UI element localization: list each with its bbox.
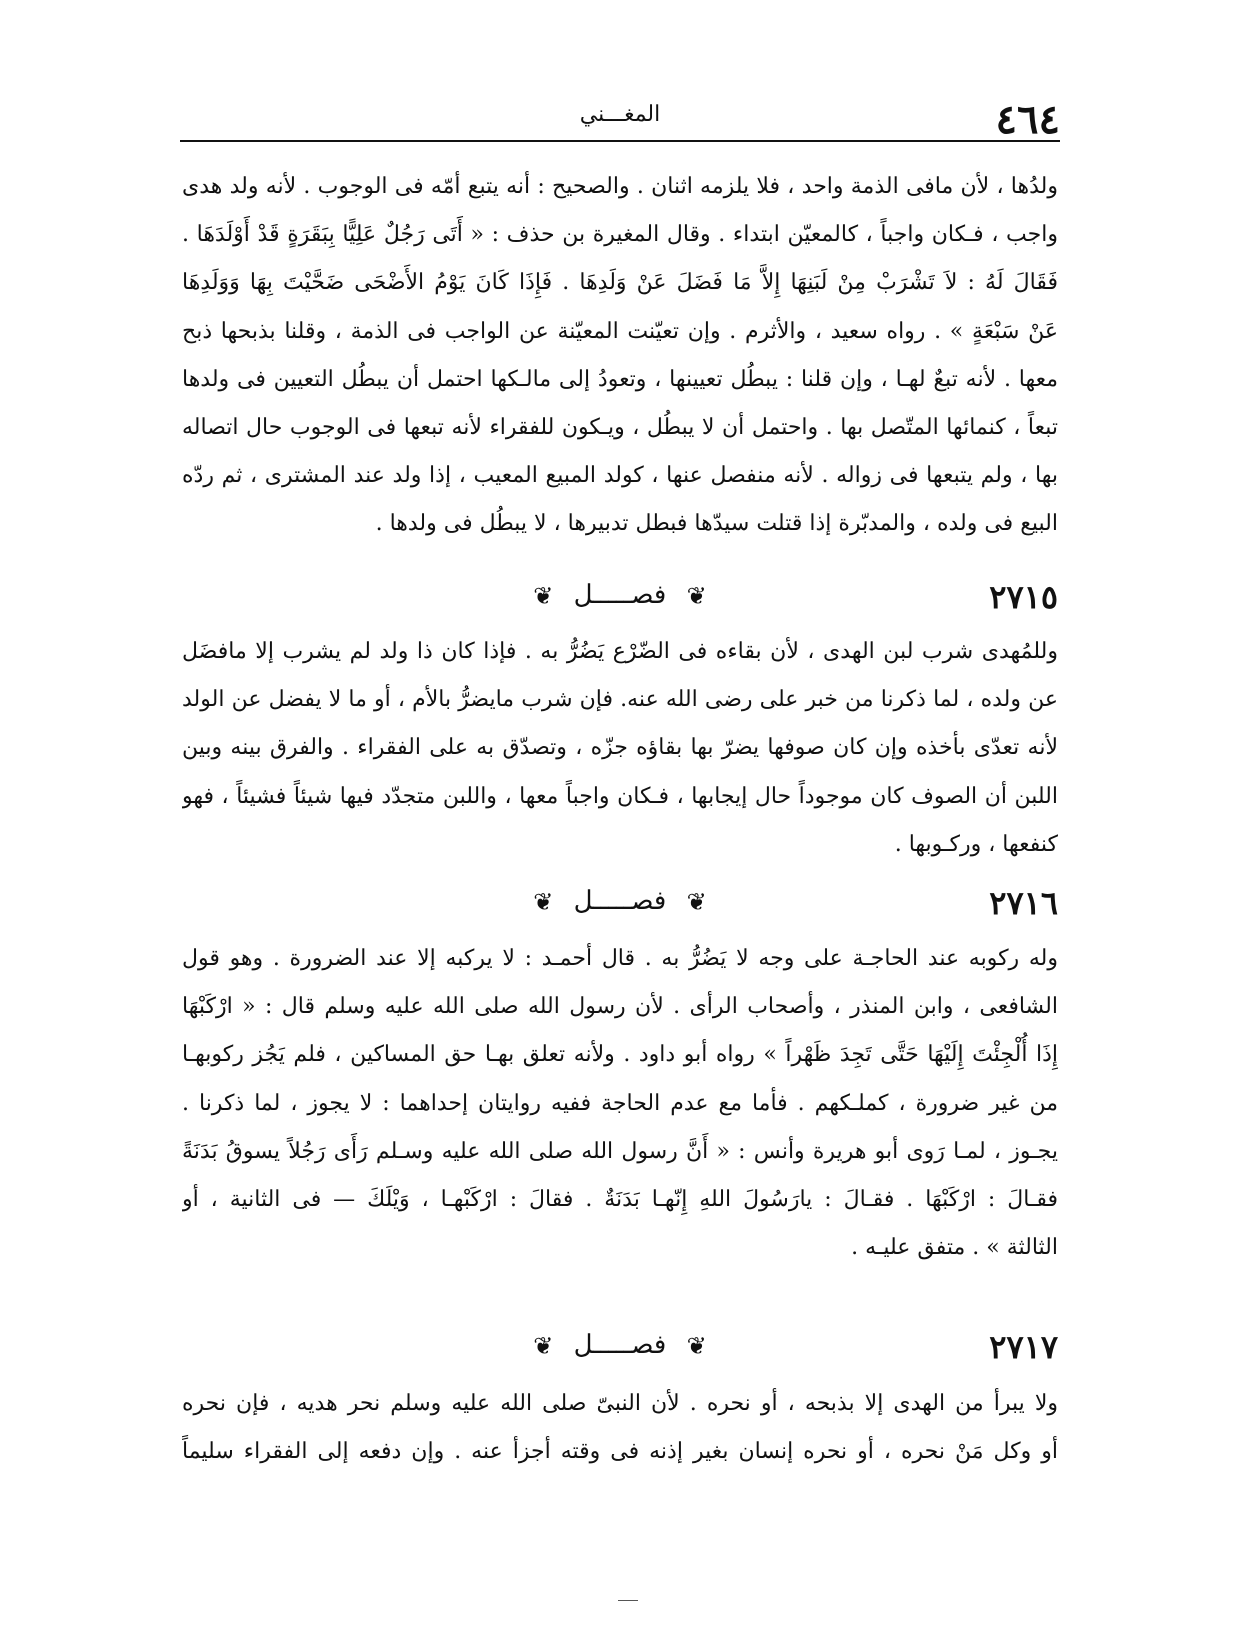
text-line: يجـوز ، لمـا رَوى أبو هريرة وأنس : « أَنَّ رسول الله صلى الله عليه وسـلم رَأَى رَجُلاً يسوقُ بَدَنَةً bbox=[182, 1138, 1058, 1164]
section-title-wrap bbox=[182, 886, 1058, 916]
ornament-icon: ❦ bbox=[686, 582, 707, 610]
ornament-icon: ❦ bbox=[533, 582, 554, 610]
text-line: كنفعها ، وركـوبها . bbox=[894, 831, 1058, 857]
text-line: وله ركوبه عند الحاجـة على وجه لا يَضُرُّ به . قال أحمـد : لا يركبه إلا عند الضرورة . وهو قول bbox=[182, 946, 1058, 971]
text-line: إِذَا أُلْجِئْتَ إِلَيْهَا حَتَّى تَجِدَ ظَهْراً » رواه أبو داود . ولأنه تعلق بهـا حق المساكين ، فلم يَجُز ركوبهـا bbox=[182, 1042, 1058, 1068]
running-title: المغـــني bbox=[579, 102, 661, 127]
section-heading bbox=[182, 1328, 1058, 1368]
ornament-icon: ❦ bbox=[686, 888, 707, 916]
page-bottom-mark bbox=[618, 1600, 638, 1601]
text-line: لأنه تعدّى بأخذه وإن كان صوفها يضرّ بها بقاؤه جزّه ، وتصدّق به على الفقراء . والفرق بينه وبين bbox=[182, 735, 1058, 761]
text-line: اللبن أن الصوف كان موجوداً حال إيجابها ، فـكان واجباً معها ، واللبن متجدّد فيها شيئاً فشيئاً ، فهو bbox=[182, 783, 1058, 809]
text-line: الشافعى ، وابن المنذر ، وأصحاب الرأى . لأن رسول الله صلى الله عليه وسلم قال : « ارْكَبْهَا bbox=[182, 994, 1058, 1020]
section-title: فصـــــل bbox=[573, 886, 667, 916]
section-number: ٢٧١٧ bbox=[989, 1328, 1058, 1366]
text-line: تبعاً ، كنمائها المتّصل بها . واحتمل أن لا يبطُل ، ويـكون للفقراء لأنه تبعها فى الوجوب حال اتصاله bbox=[182, 414, 1058, 440]
ornament-icon: ❦ bbox=[686, 1332, 707, 1360]
text-line: فقـالَ : ارْكَبْهَا . فقـالَ : يارَسُولَ اللهِ إِنّهـا بَدَنَةٌ . فقالَ : ارْكَبْهـا ، وَيْلَكَ — فى الثانية ، أو bbox=[182, 1186, 1058, 1212]
text-line: الثالثة » . متفق عليـه . bbox=[851, 1235, 1058, 1261]
text-line: أو وكل مَنْ نحره ، أو نحره إنسان بغير إذنه فى وقته أجزأ عنه . وإن دفعه إلى الفقراء سليماً bbox=[182, 1439, 1058, 1465]
section-title: فصـــــل bbox=[573, 1330, 667, 1360]
text-line: ولا يبرأ من الهدى إلا بذبحه ، أو نحره . لأن النبىّ صلى الله عليه وسلم نحر هديه ، فإن نحره bbox=[182, 1391, 1058, 1416]
section-number: ٢٧١٦ bbox=[989, 884, 1058, 922]
section-title: فصـــــل bbox=[573, 580, 667, 610]
text-line: فَقَالَ لَهُ : لاَ تَشْرَبْ مِنْ لَبَنِهَا إِلاَّ مَا فَضَلَ عَنْ وَلَدِهَا . فَإِذَا كَانَ يَوْمُ الأَضْحَى ضَحَّيْتَ بِهَا وَوَلَدِهَا bbox=[182, 270, 1058, 296]
text-line: عَنْ سَبْعَةٍ » . رواه سعيد ، والأثرم . وإن تعيّنت المعيّنة عن الواجب فى الذمة ، وقلنا بذبحها ذبح bbox=[182, 318, 1058, 344]
header-rule bbox=[180, 140, 1060, 142]
paragraph-block bbox=[182, 935, 1058, 1272]
ornament-icon: ❦ bbox=[533, 1332, 554, 1360]
text-line: واجب ، فـكان واجباً ، كالمعيّن ابتداء . وقال المغيرة بن حذف : « أَتَى رَجُلٌ عَلِيًّا بِبَقَرَةٍ قَدْ أَوْلَدَهَا . bbox=[182, 222, 1058, 248]
section-heading bbox=[182, 884, 1058, 924]
section-title-wrap bbox=[182, 1330, 1058, 1360]
section-number: ٢٧١٥ bbox=[989, 578, 1058, 616]
section-title-wrap bbox=[182, 580, 1058, 610]
section-heading bbox=[182, 578, 1058, 618]
paragraph-block bbox=[182, 628, 1058, 869]
paragraph-block bbox=[182, 1380, 1058, 1476]
text-line: البيع فى ولده ، والمدبّرة إذا قتلت سيدّها فبطل تدبيرها ، لا يبطُل فى ولدها . bbox=[375, 511, 1058, 537]
text-line: من غير ضرورة ، كملـكهم . فأما مع عدم الحاجة ففيه روايتان إحداهما : لا يجوز ، لما ذكرنا . bbox=[182, 1090, 1058, 1116]
page-header bbox=[180, 96, 1060, 143]
page-number: ٤٦٤ bbox=[995, 96, 1060, 143]
text-line: عن ولده ، لما ذكرنا من خبر على رضى الله عنه. فإن شرب مايضرُّ بالأم ، أو ما لا يفضل عن الولد bbox=[182, 687, 1058, 713]
ornament-icon: ❦ bbox=[533, 888, 554, 916]
text-line: وللمُهدى شرب لبن الهدى ، لأن بقاءه فى الضّرْع يَضُرُّ به . فإذا كان ذا ولد لم يشرب إلا مافضَل bbox=[182, 639, 1058, 664]
text-line: ولدُها ، لأن مافى الذمة واحد ، فلا يلزمه اثنان . والصحيح : أنه يتبع أمّه فى الوجوب . لأنه ولد هدى bbox=[182, 174, 1058, 199]
text-line: بها ، ولم يتبعها فى زواله . لأنه منفصل عنها ، كولد المبيع المعيب ، إذا ولد عند المشترى ، ثم ردّه bbox=[182, 463, 1058, 489]
text-line: معها . لأنه تبعٌ لهـا ، وإن قلنا : يبطُل تعيينها ، وتعودُ إلى مالـكها احتمل أن يبطُل التعيين فى ولدها bbox=[182, 366, 1058, 392]
paragraph-block bbox=[182, 163, 1058, 549]
